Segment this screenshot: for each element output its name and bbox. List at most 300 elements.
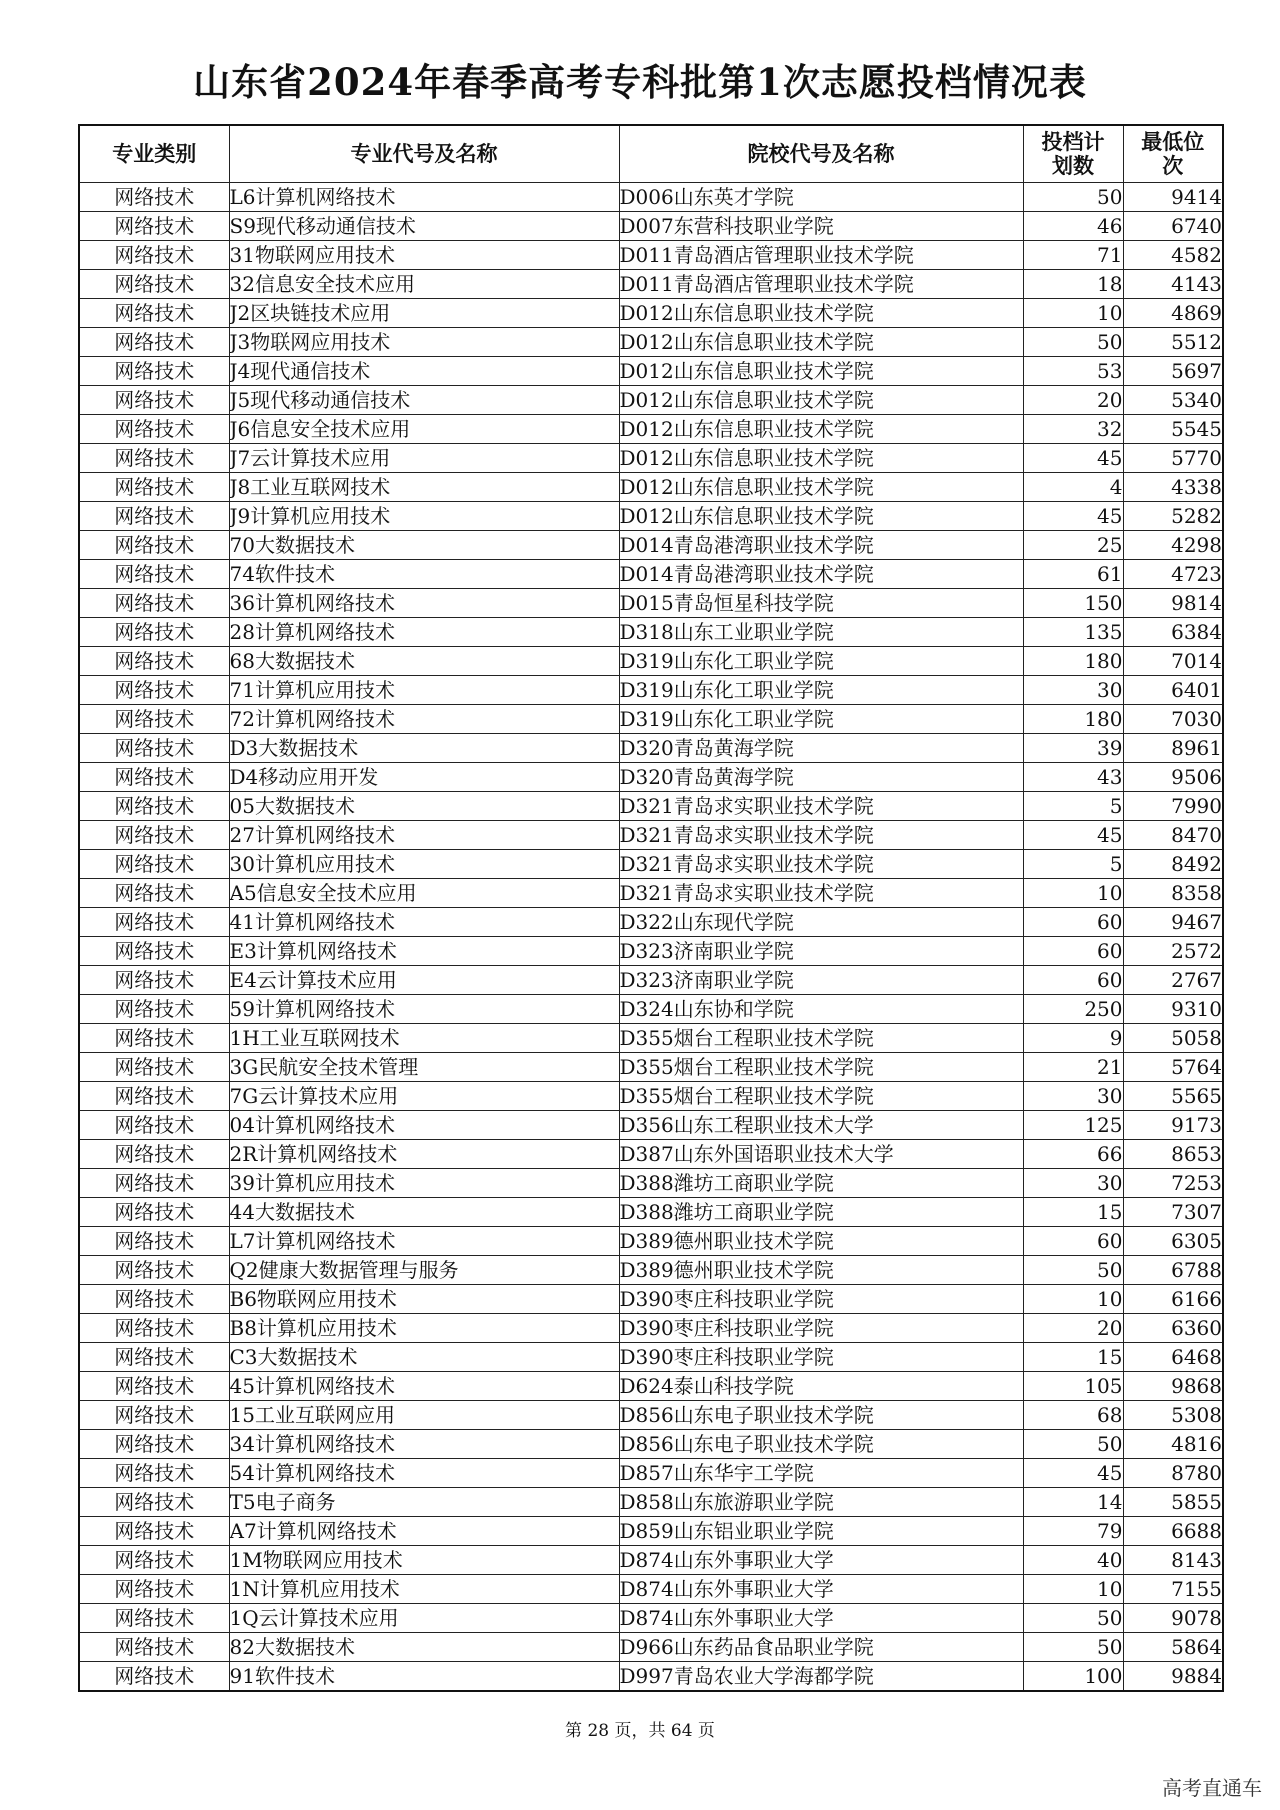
- cell-rank: 7307: [1123, 1198, 1223, 1227]
- cell-rank: 8143: [1123, 1546, 1223, 1575]
- cell-school: D389德州职业技术学院: [619, 1227, 1023, 1256]
- cell-rank: 7253: [1123, 1169, 1223, 1198]
- table-row: [79, 821, 1223, 850]
- cell-category: 网络技术: [79, 1198, 229, 1227]
- cell-major: 1N计算机应用技术: [229, 1575, 619, 1604]
- table-row: [79, 1575, 1223, 1604]
- cell-school: D355烟台工程职业技术学院: [619, 1053, 1023, 1082]
- cell-major: 36计算机网络技术: [229, 589, 619, 618]
- cell-category: 网络技术: [79, 473, 229, 502]
- cell-school: D012山东信息职业技术学院: [619, 473, 1023, 502]
- cell-major: 1M物联网应用技术: [229, 1546, 619, 1575]
- cell-plan: 50: [1023, 183, 1123, 212]
- table-row: [79, 502, 1223, 531]
- cell-major: 3G民航安全技术管理: [229, 1053, 619, 1082]
- table-row: [79, 299, 1223, 328]
- cell-plan: 15: [1023, 1198, 1123, 1227]
- cell-rank: 5697: [1123, 357, 1223, 386]
- cell-major: J8工业互联网技术: [229, 473, 619, 502]
- cell-plan: 45: [1023, 502, 1123, 531]
- table-row: [79, 763, 1223, 792]
- table-body: [79, 183, 1223, 1692]
- cell-category: 网络技术: [79, 763, 229, 792]
- header-plan: [1023, 125, 1123, 183]
- cell-school: D323济南职业学院: [619, 937, 1023, 966]
- cell-school: D356山东工程职业技术大学: [619, 1111, 1023, 1140]
- cell-category: 网络技术: [79, 1169, 229, 1198]
- header-rank-line1: 最低位: [1141, 129, 1205, 154]
- cell-category: 网络技术: [79, 444, 229, 473]
- header-rank-line2: 次: [1162, 153, 1184, 178]
- cell-school: D390枣庄科技职业学院: [619, 1314, 1023, 1343]
- cell-plan: 71: [1023, 241, 1123, 270]
- header-school: 院校代号及名称: [619, 125, 1023, 183]
- cell-rank: 8961: [1123, 734, 1223, 763]
- cell-major: 31物联网应用技术: [229, 241, 619, 270]
- cell-major: J5现代移动通信技术: [229, 386, 619, 415]
- cell-plan: 20: [1023, 1314, 1123, 1343]
- cell-major: D3大数据技术: [229, 734, 619, 763]
- cell-plan: 100: [1023, 1662, 1123, 1692]
- cell-major: Q2健康大数据管理与服务: [229, 1256, 619, 1285]
- cell-category: 网络技术: [79, 328, 229, 357]
- cell-rank: 5512: [1123, 328, 1223, 357]
- cell-school: D323济南职业学院: [619, 966, 1023, 995]
- cell-rank: 8653: [1123, 1140, 1223, 1169]
- cell-major: 45计算机网络技术: [229, 1372, 619, 1401]
- cell-school: D624泰山科技学院: [619, 1372, 1023, 1401]
- page-footer: 第 28 页，共 64 页: [565, 1721, 715, 1741]
- watermark: 高考直通车: [1162, 1776, 1262, 1800]
- cell-category: 网络技术: [79, 560, 229, 589]
- cell-school: D012山东信息职业技术学院: [619, 502, 1023, 531]
- table-row: [79, 1662, 1223, 1692]
- cell-rank: 5058: [1123, 1024, 1223, 1053]
- cell-plan: 250: [1023, 995, 1123, 1024]
- table-row: [79, 705, 1223, 734]
- table-row: [79, 415, 1223, 444]
- cell-plan: 60: [1023, 966, 1123, 995]
- header-category: 专业类别: [79, 125, 229, 183]
- cell-category: 网络技术: [79, 618, 229, 647]
- cell-plan: 9: [1023, 1024, 1123, 1053]
- cell-category: 网络技术: [79, 734, 229, 763]
- cell-major: B6物联网应用技术: [229, 1285, 619, 1314]
- cell-category: 网络技术: [79, 850, 229, 879]
- cell-category: 网络技术: [79, 1633, 229, 1662]
- cell-school: D319山东化工职业学院: [619, 676, 1023, 705]
- cell-plan: 21: [1023, 1053, 1123, 1082]
- cell-rank: 6360: [1123, 1314, 1223, 1343]
- cell-plan: 5: [1023, 850, 1123, 879]
- cell-major: C3大数据技术: [229, 1343, 619, 1372]
- cell-category: 网络技术: [79, 1082, 229, 1111]
- cell-major: J4现代通信技术: [229, 357, 619, 386]
- cell-major: D4移动应用开发: [229, 763, 619, 792]
- table-row: [79, 1082, 1223, 1111]
- cell-school: D012山东信息职业技术学院: [619, 328, 1023, 357]
- cell-major: 54计算机网络技术: [229, 1459, 619, 1488]
- cell-rank: 9078: [1123, 1604, 1223, 1633]
- cell-rank: 5864: [1123, 1633, 1223, 1662]
- cell-category: 网络技术: [79, 531, 229, 560]
- table-row: [79, 1401, 1223, 1430]
- cell-plan: 45: [1023, 1459, 1123, 1488]
- table-row: [79, 937, 1223, 966]
- cell-school: D387山东外国语职业技术大学: [619, 1140, 1023, 1169]
- cell-school: D014青岛港湾职业技术学院: [619, 560, 1023, 589]
- cell-major: 30计算机应用技术: [229, 850, 619, 879]
- cell-rank: 9173: [1123, 1111, 1223, 1140]
- cell-major: 04计算机网络技术: [229, 1111, 619, 1140]
- cell-rank: 4816: [1123, 1430, 1223, 1459]
- cell-school: D014青岛港湾职业技术学院: [619, 531, 1023, 560]
- cell-school: D320青岛黄海学院: [619, 734, 1023, 763]
- cell-category: 网络技术: [79, 792, 229, 821]
- table-row: [79, 734, 1223, 763]
- cell-major: 68大数据技术: [229, 647, 619, 676]
- cell-major: J3物联网应用技术: [229, 328, 619, 357]
- table-row: [79, 1430, 1223, 1459]
- cell-category: 网络技术: [79, 241, 229, 270]
- cell-major: 70大数据技术: [229, 531, 619, 560]
- cell-school: D322山东现代学院: [619, 908, 1023, 937]
- cell-category: 网络技术: [79, 1575, 229, 1604]
- cell-category: 网络技术: [79, 1343, 229, 1372]
- cell-category: 网络技术: [79, 1024, 229, 1053]
- table-row: [79, 473, 1223, 502]
- cell-school: D874山东外事职业大学: [619, 1546, 1023, 1575]
- table-row: [79, 1604, 1223, 1633]
- cell-school: D856山东电子职业技术学院: [619, 1430, 1023, 1459]
- cell-school: D390枣庄科技职业学院: [619, 1343, 1023, 1372]
- table-row: [79, 676, 1223, 705]
- cell-rank: 8358: [1123, 879, 1223, 908]
- cell-category: 网络技术: [79, 1285, 229, 1314]
- cell-major: 39计算机应用技术: [229, 1169, 619, 1198]
- cell-plan: 50: [1023, 328, 1123, 357]
- cell-major: 82大数据技术: [229, 1633, 619, 1662]
- cell-major: 2R计算机网络技术: [229, 1140, 619, 1169]
- cell-rank: 9467: [1123, 908, 1223, 937]
- cell-major: 05大数据技术: [229, 792, 619, 821]
- cell-rank: 2767: [1123, 966, 1223, 995]
- cell-major: J9计算机应用技术: [229, 502, 619, 531]
- cell-rank: 6384: [1123, 618, 1223, 647]
- cell-plan: 20: [1023, 386, 1123, 415]
- cell-school: D874山东外事职业大学: [619, 1604, 1023, 1633]
- cell-rank: 9506: [1123, 763, 1223, 792]
- cell-rank: 6788: [1123, 1256, 1223, 1285]
- table-row: [79, 1169, 1223, 1198]
- cell-plan: 68: [1023, 1401, 1123, 1430]
- cell-major: 15工业互联网应用: [229, 1401, 619, 1430]
- table-row: [79, 1256, 1223, 1285]
- cell-school: D321青岛求实职业技术学院: [619, 792, 1023, 821]
- cell-rank: 5545: [1123, 415, 1223, 444]
- cell-plan: 10: [1023, 1285, 1123, 1314]
- table-row: [79, 241, 1223, 270]
- cell-rank: 8470: [1123, 821, 1223, 850]
- cell-major: 44大数据技术: [229, 1198, 619, 1227]
- cell-major: J7云计算技术应用: [229, 444, 619, 473]
- cell-rank: 5340: [1123, 386, 1223, 415]
- cell-school: D388潍坊工商职业学院: [619, 1169, 1023, 1198]
- cell-plan: 14: [1023, 1488, 1123, 1517]
- cell-major: 41计算机网络技术: [229, 908, 619, 937]
- cell-major: A7计算机网络技术: [229, 1517, 619, 1546]
- cell-major: L6计算机网络技术: [229, 183, 619, 212]
- cell-major: 72计算机网络技术: [229, 705, 619, 734]
- cell-plan: 32: [1023, 415, 1123, 444]
- cell-category: 网络技术: [79, 299, 229, 328]
- cell-plan: 5: [1023, 792, 1123, 821]
- cell-school: D857山东华宇工学院: [619, 1459, 1023, 1488]
- table-row: [79, 1227, 1223, 1256]
- cell-school: D355烟台工程职业技术学院: [619, 1082, 1023, 1111]
- cell-school: D011青岛酒店管理职业技术学院: [619, 241, 1023, 270]
- cell-school: D321青岛求实职业技术学院: [619, 821, 1023, 850]
- cell-rank: 4869: [1123, 299, 1223, 328]
- cell-major: T5电子商务: [229, 1488, 619, 1517]
- cell-plan: 45: [1023, 444, 1123, 473]
- cell-category: 网络技术: [79, 357, 229, 386]
- table-row: [79, 560, 1223, 589]
- cell-category: 网络技术: [79, 1604, 229, 1633]
- cell-plan: 50: [1023, 1430, 1123, 1459]
- cell-category: 网络技术: [79, 183, 229, 212]
- cell-major: B8计算机应用技术: [229, 1314, 619, 1343]
- table-row: [79, 850, 1223, 879]
- cell-category: 网络技术: [79, 1401, 229, 1430]
- cell-school: D012山东信息职业技术学院: [619, 415, 1023, 444]
- cell-rank: 5308: [1123, 1401, 1223, 1430]
- cell-plan: 135: [1023, 618, 1123, 647]
- cell-school: D858山东旅游职业学院: [619, 1488, 1023, 1517]
- cell-category: 网络技术: [79, 1488, 229, 1517]
- cell-major: 1H工业互联网技术: [229, 1024, 619, 1053]
- cell-school: D011青岛酒店管理职业技术学院: [619, 270, 1023, 299]
- cell-major: 1Q云计算技术应用: [229, 1604, 619, 1633]
- cell-plan: 15: [1023, 1343, 1123, 1372]
- cell-school: D012山东信息职业技术学院: [619, 357, 1023, 386]
- header-rank: [1123, 125, 1223, 183]
- cell-plan: 10: [1023, 879, 1123, 908]
- table-row: [79, 531, 1223, 560]
- header-plan-line1: 投档计: [1041, 129, 1105, 154]
- cell-major: A5信息安全技术应用: [229, 879, 619, 908]
- cell-plan: 60: [1023, 908, 1123, 937]
- cell-category: 网络技术: [79, 1053, 229, 1082]
- cell-rank: 7155: [1123, 1575, 1223, 1604]
- table-row: [79, 647, 1223, 676]
- cell-rank: 4723: [1123, 560, 1223, 589]
- cell-plan: 4: [1023, 473, 1123, 502]
- cell-plan: 25: [1023, 531, 1123, 560]
- cell-plan: 61: [1023, 560, 1123, 589]
- cell-school: D856山东电子职业技术学院: [619, 1401, 1023, 1430]
- cell-rank: 9868: [1123, 1372, 1223, 1401]
- table-row: [79, 1459, 1223, 1488]
- cell-plan: 53: [1023, 357, 1123, 386]
- cell-rank: 7014: [1123, 647, 1223, 676]
- cell-category: 网络技术: [79, 1430, 229, 1459]
- cell-rank: 4582: [1123, 241, 1223, 270]
- cell-plan: 40: [1023, 1546, 1123, 1575]
- cell-major: E4云计算技术应用: [229, 966, 619, 995]
- cell-rank: 6740: [1123, 212, 1223, 241]
- cell-plan: 125: [1023, 1111, 1123, 1140]
- cell-plan: 50: [1023, 1633, 1123, 1662]
- cell-major: 74软件技术: [229, 560, 619, 589]
- cell-plan: 43: [1023, 763, 1123, 792]
- cell-school: D012山东信息职业技术学院: [619, 444, 1023, 473]
- cell-plan: 30: [1023, 1169, 1123, 1198]
- cell-school: D319山东化工职业学院: [619, 647, 1023, 676]
- cell-plan: 39: [1023, 734, 1123, 763]
- cell-school: D355烟台工程职业技术学院: [619, 1024, 1023, 1053]
- table-row: [79, 270, 1223, 299]
- table-row: [79, 1546, 1223, 1575]
- cell-school: D874山东外事职业大学: [619, 1575, 1023, 1604]
- cell-major: 28计算机网络技术: [229, 618, 619, 647]
- cell-category: 网络技术: [79, 821, 229, 850]
- cell-category: 网络技术: [79, 1314, 229, 1343]
- table-header: [79, 125, 1223, 183]
- cell-rank: 9814: [1123, 589, 1223, 618]
- page-title: 山东省2024年春季高考专科批第1次志愿投档情况表: [193, 60, 1087, 104]
- cell-plan: 45: [1023, 821, 1123, 850]
- cell-major: S9现代移动通信技术: [229, 212, 619, 241]
- cell-major: J6信息安全技术应用: [229, 415, 619, 444]
- table-row: [79, 357, 1223, 386]
- cell-category: 网络技术: [79, 1546, 229, 1575]
- header-major: 专业代号及名称: [229, 125, 619, 183]
- cell-plan: 66: [1023, 1140, 1123, 1169]
- cell-rank: 7030: [1123, 705, 1223, 734]
- cell-major: 59计算机网络技术: [229, 995, 619, 1024]
- cell-plan: 46: [1023, 212, 1123, 241]
- cell-category: 网络技术: [79, 937, 229, 966]
- cell-category: 网络技术: [79, 1517, 229, 1546]
- cell-major: 7G云计算技术应用: [229, 1082, 619, 1111]
- cell-major: 34计算机网络技术: [229, 1430, 619, 1459]
- cell-school: D007东营科技职业学院: [619, 212, 1023, 241]
- table-row: [79, 879, 1223, 908]
- cell-school: D012山东信息职业技术学院: [619, 386, 1023, 415]
- table-row: [79, 444, 1223, 473]
- cell-school: D320青岛黄海学院: [619, 763, 1023, 792]
- cell-rank: 4338: [1123, 473, 1223, 502]
- table-row: [79, 1024, 1223, 1053]
- cell-plan: 60: [1023, 937, 1123, 966]
- cell-school: D997青岛农业大学海都学院: [619, 1662, 1023, 1692]
- cell-category: 网络技术: [79, 212, 229, 241]
- cell-plan: 18: [1023, 270, 1123, 299]
- cell-school: D321青岛求实职业技术学院: [619, 850, 1023, 879]
- cell-category: 网络技术: [79, 676, 229, 705]
- cell-rank: 5565: [1123, 1082, 1223, 1111]
- table-row: [79, 1488, 1223, 1517]
- cell-rank: 9310: [1123, 995, 1223, 1024]
- cell-school: D318山东工业职业学院: [619, 618, 1023, 647]
- cell-category: 网络技术: [79, 415, 229, 444]
- cell-plan: 30: [1023, 676, 1123, 705]
- table-row: [79, 1111, 1223, 1140]
- table-row: [79, 1517, 1223, 1546]
- cell-category: 网络技术: [79, 1372, 229, 1401]
- cell-rank: 4298: [1123, 531, 1223, 560]
- cell-category: 网络技术: [79, 1662, 229, 1692]
- table-row: [79, 995, 1223, 1024]
- table-row: [79, 1343, 1223, 1372]
- table-row: [79, 212, 1223, 241]
- cell-major: 91软件技术: [229, 1662, 619, 1692]
- cell-category: 网络技术: [79, 589, 229, 618]
- cell-category: 网络技术: [79, 966, 229, 995]
- cell-plan: 60: [1023, 1227, 1123, 1256]
- cell-rank: 5855: [1123, 1488, 1223, 1517]
- cell-rank: 5282: [1123, 502, 1223, 531]
- cell-plan: 10: [1023, 299, 1123, 328]
- table-row: [79, 1285, 1223, 1314]
- cell-school: D390枣庄科技职业学院: [619, 1285, 1023, 1314]
- cell-category: 网络技术: [79, 1111, 229, 1140]
- cell-category: 网络技术: [79, 705, 229, 734]
- table-row: [79, 386, 1223, 415]
- cell-school: D321青岛求实职业技术学院: [619, 879, 1023, 908]
- cell-category: 网络技术: [79, 502, 229, 531]
- cell-rank: 5770: [1123, 444, 1223, 473]
- table-row: [79, 1314, 1223, 1343]
- cell-school: D015青岛恒星科技学院: [619, 589, 1023, 618]
- cell-major: J2区块链技术应用: [229, 299, 619, 328]
- cell-plan: 79: [1023, 1517, 1123, 1546]
- cell-plan: 50: [1023, 1256, 1123, 1285]
- table-row: [79, 966, 1223, 995]
- cell-rank: 6468: [1123, 1343, 1223, 1372]
- cell-plan: 105: [1023, 1372, 1123, 1401]
- table-row: [79, 1633, 1223, 1662]
- cell-rank: 6166: [1123, 1285, 1223, 1314]
- table-row: [79, 1372, 1223, 1401]
- cell-school: D389德州职业技术学院: [619, 1256, 1023, 1285]
- cell-school: D966山东药品食品职业学院: [619, 1633, 1023, 1662]
- cell-category: 网络技术: [79, 647, 229, 676]
- cell-school: D319山东化工职业学院: [619, 705, 1023, 734]
- table-row: [79, 1140, 1223, 1169]
- table-row: [79, 792, 1223, 821]
- cell-school: D012山东信息职业技术学院: [619, 299, 1023, 328]
- cell-rank: 8492: [1123, 850, 1223, 879]
- table-row: [79, 183, 1223, 212]
- cell-category: 网络技术: [79, 995, 229, 1024]
- cell-category: 网络技术: [79, 1256, 229, 1285]
- cell-rank: 6305: [1123, 1227, 1223, 1256]
- table-row: [79, 589, 1223, 618]
- table-row: [79, 908, 1223, 937]
- cell-category: 网络技术: [79, 1227, 229, 1256]
- cell-plan: 50: [1023, 1604, 1123, 1633]
- cell-major: E3计算机网络技术: [229, 937, 619, 966]
- cell-plan: 30: [1023, 1082, 1123, 1111]
- cell-rank: 2572: [1123, 937, 1223, 966]
- cell-plan: 180: [1023, 705, 1123, 734]
- cell-category: 网络技术: [79, 270, 229, 299]
- cell-rank: 4143: [1123, 270, 1223, 299]
- cell-category: 网络技术: [79, 908, 229, 937]
- cell-plan: 10: [1023, 1575, 1123, 1604]
